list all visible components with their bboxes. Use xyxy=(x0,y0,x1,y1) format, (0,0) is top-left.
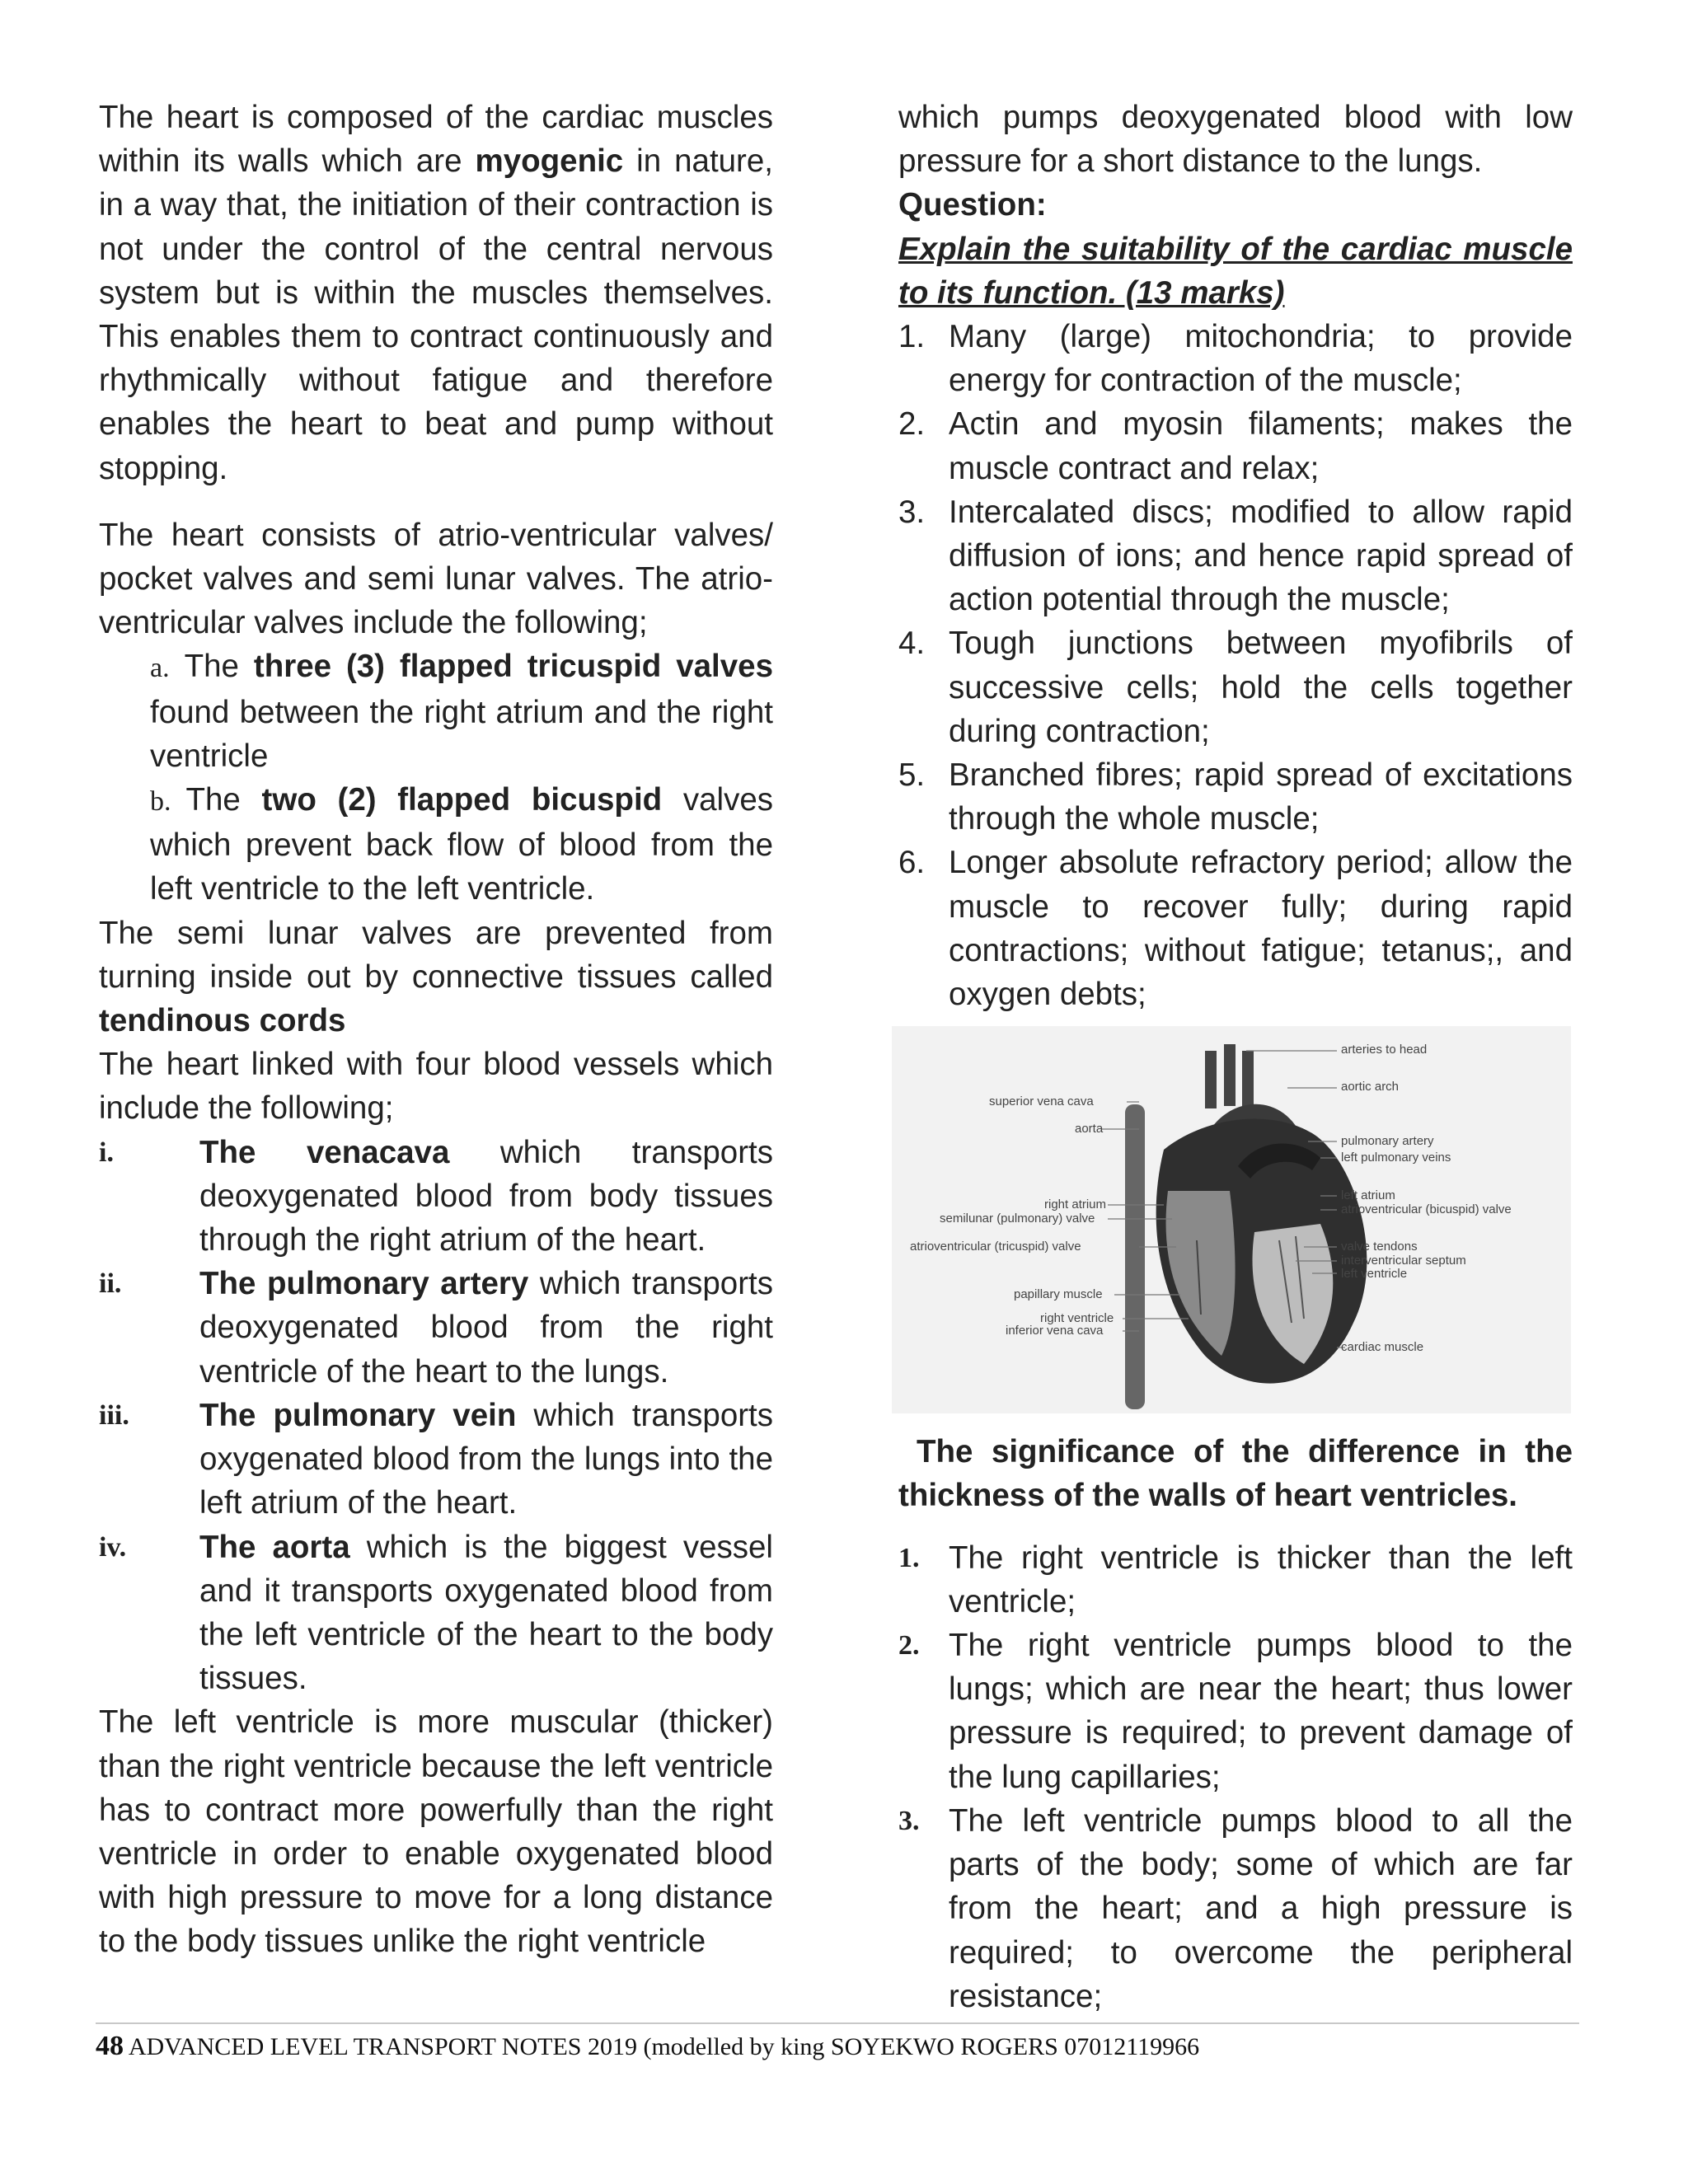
answer-list xyxy=(898,315,1573,1016)
label-semilunar-valve: semilunar (pulmonary) valve xyxy=(940,1212,1095,1226)
heart-diagram xyxy=(892,1026,1571,1413)
paragraph-continued: which pumps deoxygenated blood with low pressure for a short distance to the lungs. xyxy=(898,100,1573,180)
significance-list xyxy=(898,1536,1573,2018)
label-arteries-to-head: arteries to head xyxy=(1341,1043,1428,1057)
label-av-bicuspid: atrioventricular (bicuspid) valve xyxy=(1341,1202,1512,1217)
label-papillary-muscle: papillary muscle xyxy=(1014,1287,1103,1302)
list-item: 4. Tough junctions between myofibrils of successive cells; hold the cells together during contraction; xyxy=(898,626,1573,749)
label-av-tricuspid: atrioventricular (tricuspid) valve xyxy=(910,1240,1081,1254)
list-item: 2. Actin and myosin filaments; makes the muscle contract and relax; xyxy=(898,406,1573,486)
label-right-atrium: right atrium xyxy=(1044,1197,1107,1212)
label-inferior-vena-cava: inferior vena cava xyxy=(1006,1324,1104,1338)
term-tendinous-cords: tendinous cords xyxy=(99,1003,346,1039)
page-number: 48 xyxy=(96,2031,124,2061)
list-item: 1. Many (large) mitochondria; to provide energy for contraction of the muscle; xyxy=(898,319,1573,399)
vena-cava-shape xyxy=(1125,1104,1145,1409)
list-item: 5. Branched fibres; rapid spread of excitations through the whole muscle; xyxy=(898,757,1573,837)
question-text: Explain the suitability of the cardiac muscle to its function. (13 marks) xyxy=(898,231,1573,311)
label-cardiac-muscle: cardiac muscle xyxy=(1341,1340,1424,1355)
footer-text: ADVANCED LEVEL TRANSPORT NOTES 2019 (modelled by king SOYEKWO ROGERS 07012119966 xyxy=(124,2033,1200,2060)
label-interventricular-septum: interventricular septum xyxy=(1341,1254,1466,1268)
label-left-ventricle: left ventricle xyxy=(1341,1267,1408,1282)
paragraph-valves: The heart consists of atrio-ventricular valves/ pocket valves and semi lunar valves. The atrio-ventricular valves include the following; xyxy=(99,517,773,641)
term-myogenic: myogenic xyxy=(475,143,624,180)
paragraph-myogenic: The heart is composed of the cardiac muscles within its walls which are myogenic in nature, in a way that, the initiation of their contraction is not under the control of the central nervous system but is within the muscles themselves. This enables them to contract continuously and rhythmically without fatigue and therefore enables the heart to beat and pump without stopping. xyxy=(99,100,773,486)
label-left-pulmonary-veins: left pulmonary veins xyxy=(1341,1151,1451,1165)
sub-item-bicuspid: b. The two (2) flapped bicuspid valves which prevent back flow of blood from the left ventricle to the left ventricle. xyxy=(150,782,773,907)
vessel-item: ii. The pulmonary artery which transports deoxygenated blood from the right ventricle of the heart to the lungs. xyxy=(99,1266,773,1390)
label-pulmonary-artery: pulmonary artery xyxy=(1341,1134,1434,1149)
paragraph-vessels-intro: The heart linked with four blood vessels which include the following; xyxy=(99,1047,773,1127)
list-item: 1. The right ventricle is thicker than the left ventricle; xyxy=(898,1540,1573,1619)
vessel-item: i. The venacava which transports deoxygenated blood from body tissues through the right atrium of the heart. xyxy=(99,1134,773,1258)
vessel-item: iii. The pulmonary vein which transports oxygenated blood from the lungs into the left atrium of the heart. xyxy=(99,1397,773,1521)
list-item: 6. Longer absolute refractory period; allow the muscle to recover fully; during rapid contractions; without fatigue; tetanus;, and oxygen debts; xyxy=(898,845,1573,1013)
label-right-ventricle: right ventricle xyxy=(1040,1311,1114,1326)
paragraph-semilunar: The semi lunar valves are prevented from turning inside out by connective tissues called tendinous cords xyxy=(99,915,773,1039)
list-item: 3. Intercalated discs; modified to allow rapid diffusion of ions; and hence rapid spread of action potential through the muscle; xyxy=(898,494,1573,618)
label-left-atrium: left atrium xyxy=(1341,1188,1395,1203)
vessel-item: iv. The aorta which is the biggest vessel and it transports oxygenated blood from the left ventricle of the heart to the body tissues. xyxy=(99,1529,773,1697)
paragraph-left-ventricle: The left ventricle is more muscular (thicker) than the right ventricle because the left ventricle has to contract more powerfully than the right ventricle in order to enable oxygenated blood with high pressure to move for a long distance to the body tissues unlike the right ventricle xyxy=(99,1704,773,1960)
significance-heading: The significance of the difference in the thickness of the walls of heart ventricles. xyxy=(898,1434,1573,1514)
question-label: Question: xyxy=(898,187,1047,223)
list-item: 2. The right ventricle pumps blood to the lungs; which are near the heart; thus lower pressure is required; to prevent damage of the lung capillaries; xyxy=(898,1628,1573,1795)
label-superior-vena-cava: superior vena cava xyxy=(989,1094,1094,1109)
sub-item-tricuspid: a. The three (3) flapped tricuspid valves found between the right atrium and the right ventricle xyxy=(150,649,773,774)
label-valve-tendons: valve tendons xyxy=(1341,1240,1418,1254)
list-item: 3. The left ventricle pumps blood to all the parts of the body; some of which are far from the heart; and a high pressure is required; to overcome the peripheral resistance; xyxy=(898,1802,1573,2014)
page-footer xyxy=(96,2022,1579,2062)
left-column xyxy=(99,96,773,1964)
right-column xyxy=(898,96,1573,2018)
label-aorta: aorta xyxy=(1075,1122,1104,1137)
label-aortic-arch: aortic arch xyxy=(1341,1080,1400,1094)
